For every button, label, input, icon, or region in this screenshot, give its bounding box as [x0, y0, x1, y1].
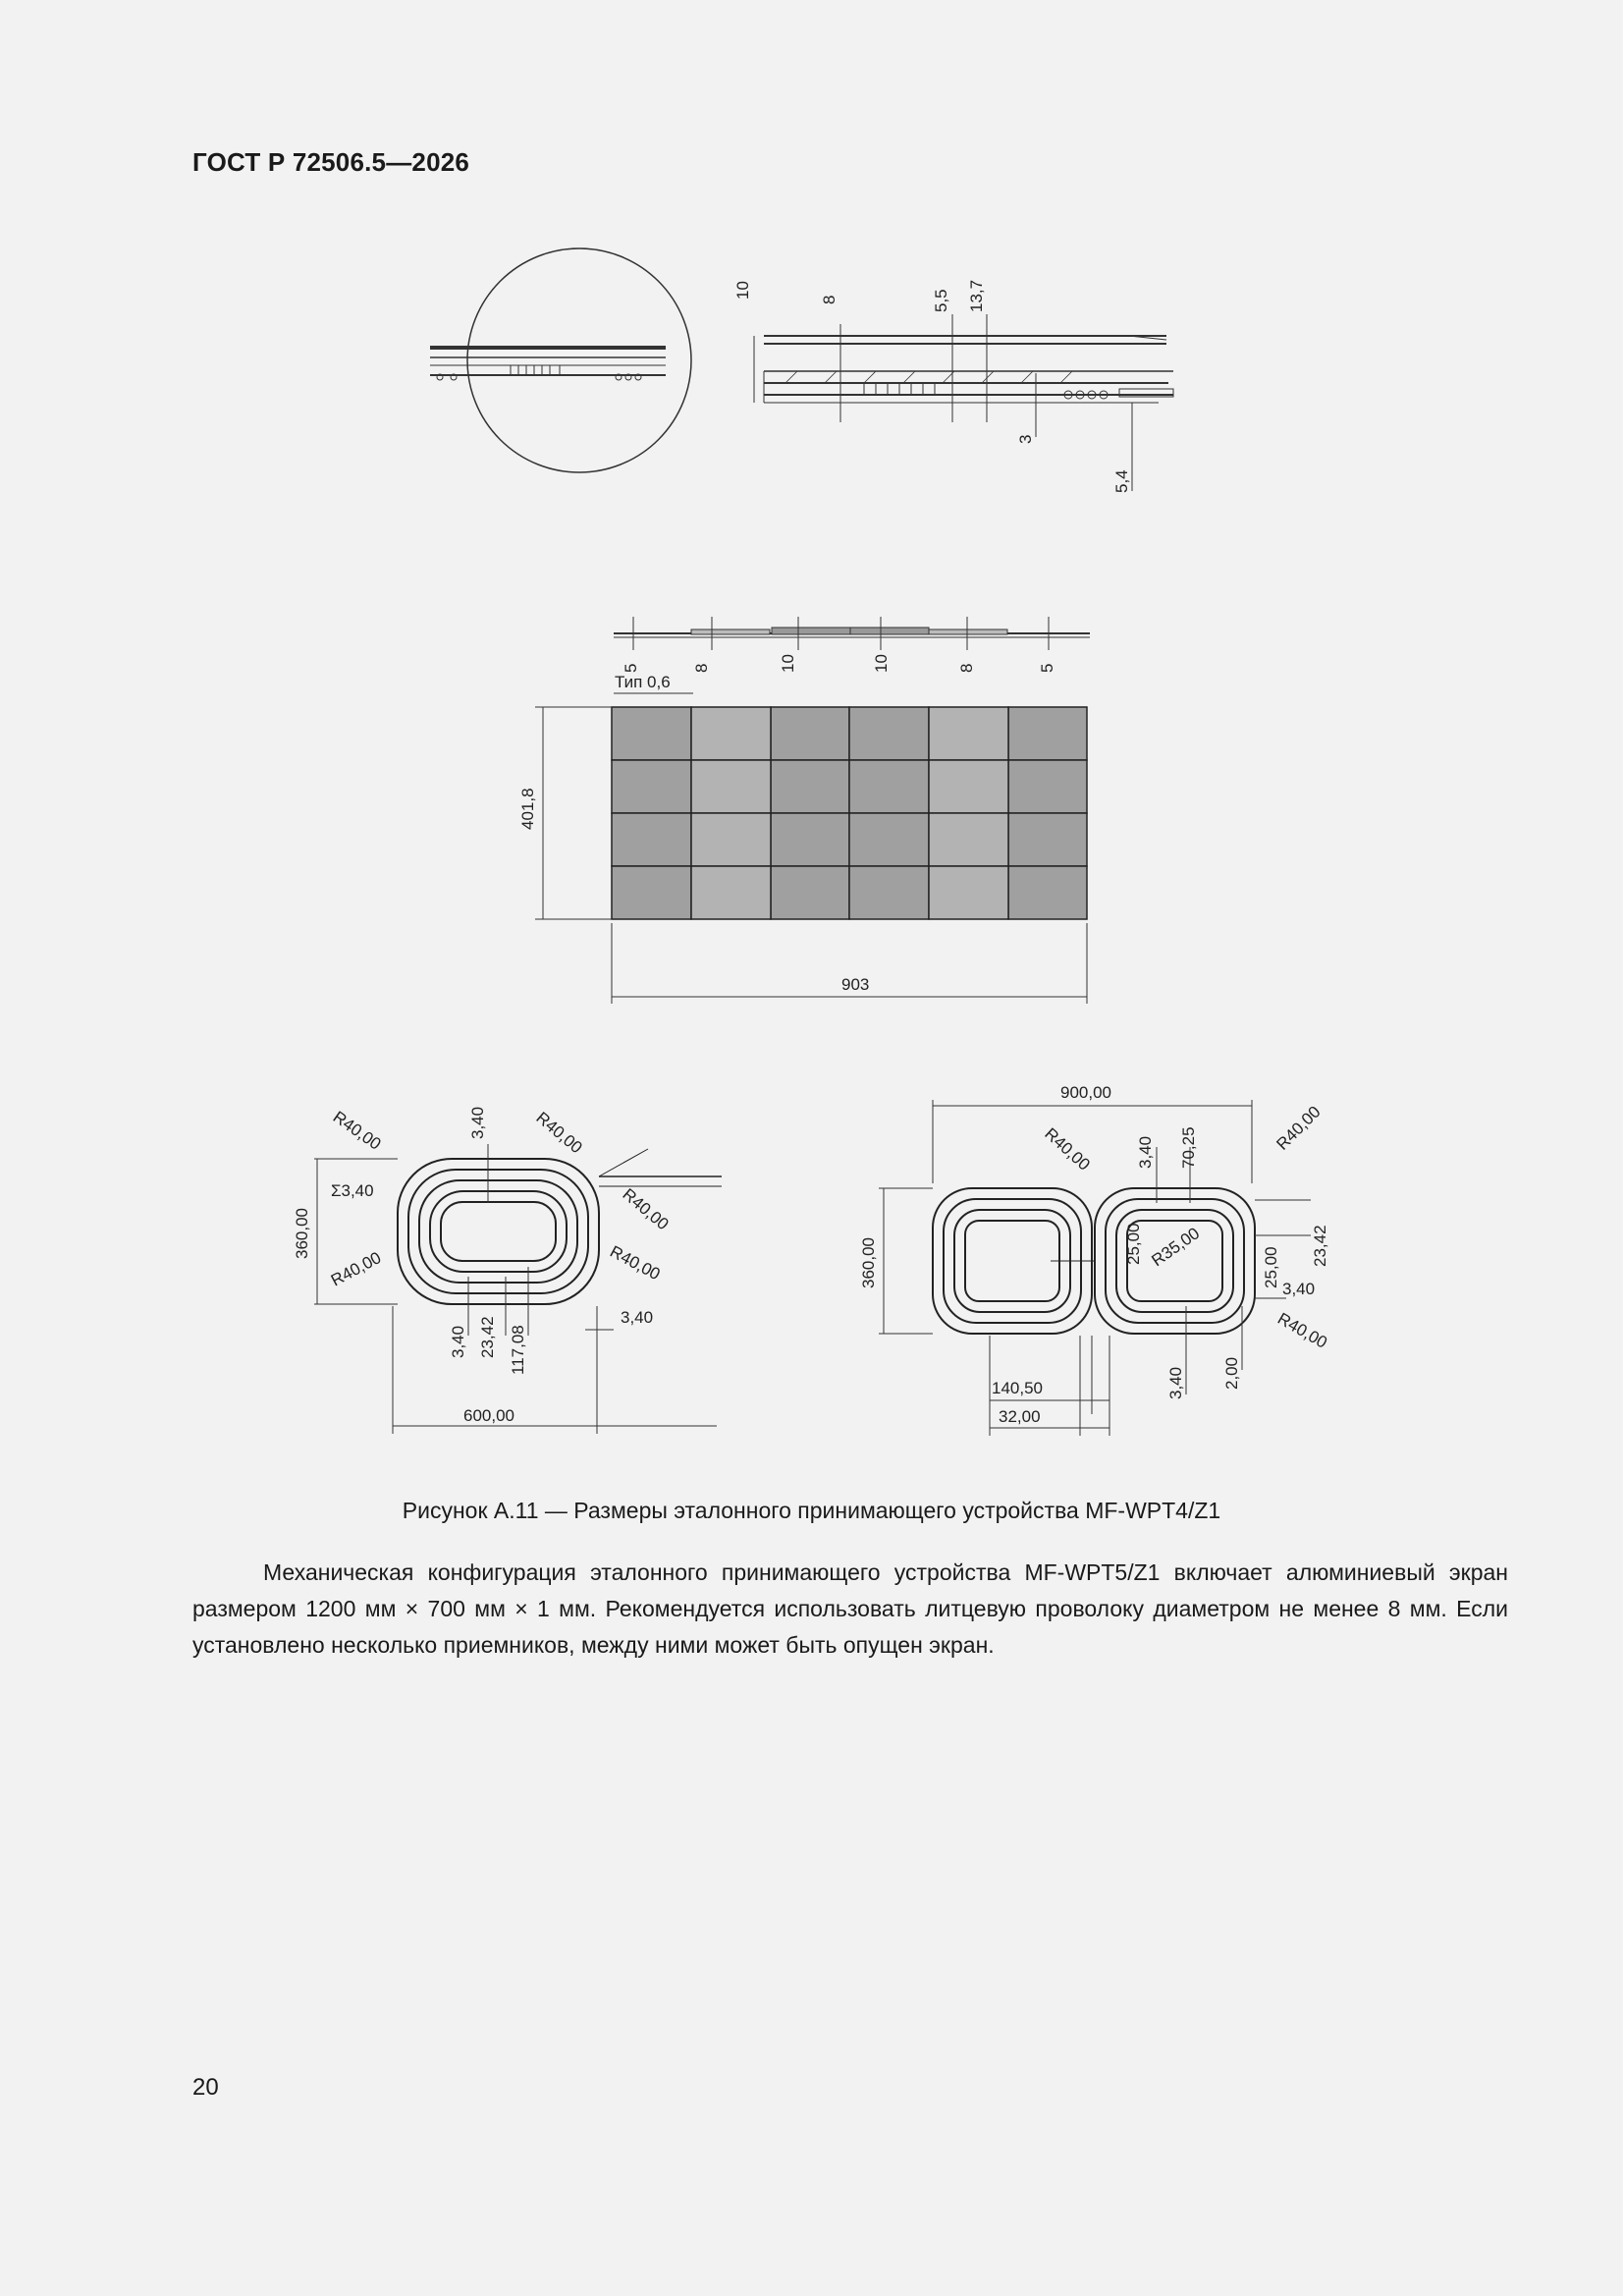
section-dims	[733, 280, 1131, 493]
dim-label: 10	[872, 654, 891, 673]
section-view	[430, 248, 691, 472]
dim-label: R35,00	[1148, 1224, 1204, 1271]
coil-double	[933, 1188, 1255, 1334]
dim-label: 5	[622, 663, 640, 673]
dim-label: 3,40	[621, 1308, 654, 1327]
dim-label: 3,40	[1282, 1280, 1316, 1298]
dim-label: 70,25	[1179, 1126, 1198, 1169]
dim-label: R40,00	[327, 1248, 385, 1290]
dim-label: R40,00	[532, 1108, 586, 1158]
grid-height-label: 401,8	[518, 788, 537, 830]
dim-label: 117,08	[509, 1325, 527, 1375]
dim-label: 8	[692, 663, 711, 673]
dim-label: 10	[779, 654, 797, 673]
dim-label: 600,00	[463, 1406, 514, 1425]
type-label: Тип 0,6	[615, 673, 671, 691]
dim-label: 900,00	[1060, 1083, 1111, 1102]
dim-label: 5	[1038, 663, 1056, 673]
figure-caption: Рисунок А.11 — Размеры эталонного принимающего устройства MF-WPT4/Z1	[402, 1498, 1221, 1523]
dim-label: Σ3,40	[331, 1181, 374, 1200]
dim-label: 140,50	[992, 1379, 1043, 1397]
dim-label: R40,00	[619, 1184, 673, 1234]
section-profile	[754, 314, 1173, 491]
dim-label: 3,40	[1166, 1366, 1185, 1399]
page-number: 20	[192, 2074, 219, 2101]
dim-label: 5,4	[1112, 469, 1131, 493]
dim-label: R40,00	[1272, 1102, 1325, 1154]
dim-label: 3,40	[468, 1106, 487, 1139]
dim-label: 3,40	[1136, 1135, 1155, 1169]
dim-label: 8	[957, 663, 976, 673]
document-header: ГОСТ Р 72506.5—2026	[192, 147, 470, 177]
dim-label: R40,00	[1274, 1309, 1330, 1352]
ferrite-strip-dims	[614, 654, 1056, 693]
dim-label: 23,42	[1311, 1225, 1329, 1267]
body-paragraph: Механическая конфигурация эталонного принимающего устройства MF-WPT5/Z1 включает алюминиевый экран размером 1200 мм × 700 мм × 1 мм. Рекомендуется использовать литцевую проволоку диаметром не менее 8 мм. Если установлено несколько приемников, между ними может быть опущен экран.	[192, 1559, 1508, 1658]
ferrite-grid	[612, 707, 1087, 919]
dim-label: 5,5	[932, 289, 950, 312]
dim-label: R40,00	[329, 1107, 385, 1154]
ferrite-strip	[614, 617, 1090, 650]
dim-label: 25,00	[1262, 1246, 1280, 1288]
detail-circle	[467, 248, 691, 472]
grid-width-label: 903	[841, 975, 870, 994]
dim-label: R40,00	[1041, 1123, 1094, 1175]
dim-label: 360,00	[859, 1237, 878, 1288]
dim-label: 32,00	[999, 1407, 1041, 1426]
dim-label: 3,40	[449, 1325, 467, 1358]
dim-label: 2,00	[1222, 1356, 1241, 1390]
coil-single-labels	[293, 1107, 673, 1425]
coil-single-dims	[314, 1144, 717, 1434]
dim-label: 360,00	[293, 1208, 311, 1259]
dim-label: 13,7	[967, 279, 986, 312]
dim-label: 25,00	[1124, 1223, 1143, 1265]
dim-label: 8	[820, 295, 839, 304]
dim-label: 10	[733, 281, 752, 300]
dim-label: 23,42	[478, 1316, 497, 1358]
coil-single	[398, 1149, 722, 1304]
dim-label: 3	[1016, 434, 1035, 444]
dim-label: R40,00	[607, 1241, 664, 1285]
